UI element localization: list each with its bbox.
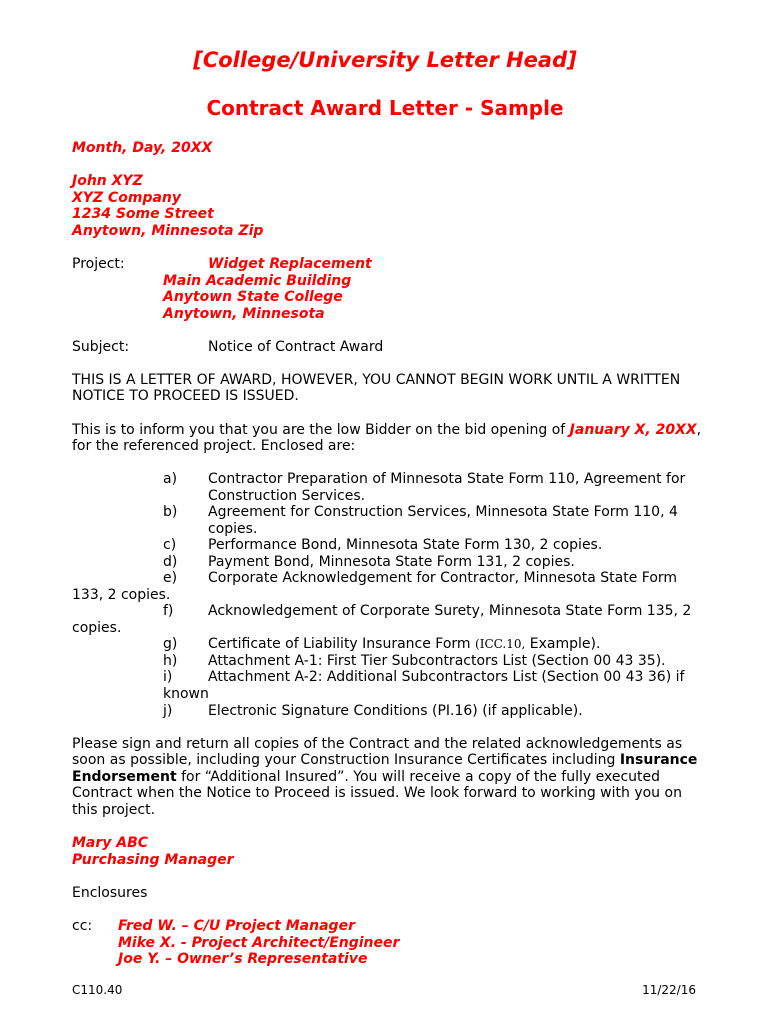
signature-title: Purchasing Manager — [72, 852, 234, 868]
closing-line-1: Please sign and return all copies of the Contract and the related acknowledgements as — [72, 736, 683, 752]
closing-line-4: Contract when the Notice to Proceed is issued. We look forward to working with you on — [72, 785, 682, 801]
letterhead: [College/University Letter Head] — [193, 48, 577, 72]
page-title: Contract Award Letter - Sample — [206, 96, 564, 120]
closing-bold: Endorsement — [72, 769, 177, 785]
list-item-text: Certificate of Liability Insurance Form — [208, 636, 476, 652]
closing-text: for “Additional Insured”. You will receive a copy of the fully executed — [176, 769, 661, 785]
footer-code: C110.40 — [72, 983, 123, 997]
list-marker: f) — [163, 603, 174, 619]
form-reference: (ICC.10, — [475, 637, 526, 651]
letter-date: Month, Day, 20XX — [72, 140, 213, 156]
project-line-1: Widget Replacement — [208, 256, 372, 272]
list-item: Corporate Acknowledgement for Contractor, Minnesota State Form — [208, 570, 678, 586]
closing-line-5: this project. — [72, 802, 156, 818]
intro-comma: , — [696, 422, 702, 438]
cc-line-3: Joe Y. – Owner’s Representative — [118, 951, 368, 967]
intro-text: This is to inform you that you are the low Bidder on the bid opening of — [72, 422, 570, 438]
closing-line-3 — [72, 769, 660, 786]
list-marker: c) — [163, 537, 177, 553]
subject-label: Subject: — [72, 339, 130, 355]
project-line-4: Anytown, Minnesota — [163, 306, 325, 322]
project-line-3: Anytown State College — [163, 289, 343, 305]
cc-label: cc: — [72, 918, 93, 934]
intro-line-2: for the referenced project. Enclosed are: — [72, 438, 356, 454]
recipient-city: Anytown, Minnesota Zip — [72, 223, 264, 239]
list-item — [208, 636, 600, 653]
intro-line-1 — [72, 422, 701, 439]
recipient-name: John XYZ — [72, 173, 143, 189]
closing-line-2 — [72, 752, 697, 769]
list-item-cont: copies. — [72, 620, 122, 636]
notice-line-1: THIS IS A LETTER OF AWARD, HOWEVER, YOU CANNOT BEGIN WORK UNTIL A WRITTEN — [72, 372, 681, 388]
recipient-street: 1234 Some Street — [72, 206, 214, 222]
closing-bold: Insurance — [619, 752, 698, 768]
cc-line-1: Fred W. – C/U Project Manager — [118, 918, 355, 934]
signature-name: Mary ABC — [72, 835, 149, 851]
list-item: Performance Bond, Minnesota State Form 130, 2 copies. — [208, 537, 603, 553]
project-line-2: Main Academic Building — [163, 273, 352, 289]
list-marker: i) — [163, 669, 173, 685]
list-marker: a) — [163, 471, 178, 487]
list-item: Electronic Signature Conditions (PI.16) (if applicable). — [208, 703, 583, 719]
notice-line-2: NOTICE TO PROCEED IS ISSUED. — [72, 388, 299, 404]
list-item-cont: 133, 2 copies. — [72, 587, 171, 603]
list-marker: j) — [163, 703, 173, 719]
list-item: Acknowledgement of Corporate Surety, Minnesota State Form 135, 2 — [208, 603, 692, 619]
subject-value: Notice of Contract Award — [208, 339, 384, 355]
list-marker: e) — [163, 570, 178, 586]
list-item: Attachment A-2: Additional Subcontractors List (Section 00 43 36) if — [208, 669, 685, 685]
bid-date: January X, 20XX — [569, 422, 697, 438]
list-item-cont: known — [163, 686, 209, 702]
list-marker: b) — [163, 504, 178, 520]
enclosures-label: Enclosures — [72, 885, 148, 901]
project-label: Project: — [72, 256, 125, 272]
list-item-text: Example). — [525, 636, 601, 652]
list-item: Agreement for Construction Services, Minnesota State Form 110, 4 — [208, 504, 678, 520]
list-marker: d) — [163, 554, 178, 570]
footer-date: 11/22/16 — [642, 983, 696, 997]
list-item-cont: copies. — [208, 521, 258, 537]
closing-text: soon as possible, including your Construction Insurance Certificates including — [72, 752, 620, 768]
cc-line-2: Mike X. - Project Architect/Engineer — [118, 935, 400, 951]
list-marker: h) — [163, 653, 178, 669]
list-item: Contractor Preparation of Minnesota State Form 110, Agreement for — [208, 471, 686, 487]
list-item: Attachment A-1: First Tier Subcontractors List (Section 00 43 35). — [208, 653, 666, 669]
list-item-cont: Construction Services. — [208, 488, 366, 504]
list-marker: g) — [163, 636, 178, 652]
recipient-company: XYZ Company — [72, 190, 181, 206]
list-item: Payment Bond, Minnesota State Form 131, 2 copies. — [208, 554, 575, 570]
